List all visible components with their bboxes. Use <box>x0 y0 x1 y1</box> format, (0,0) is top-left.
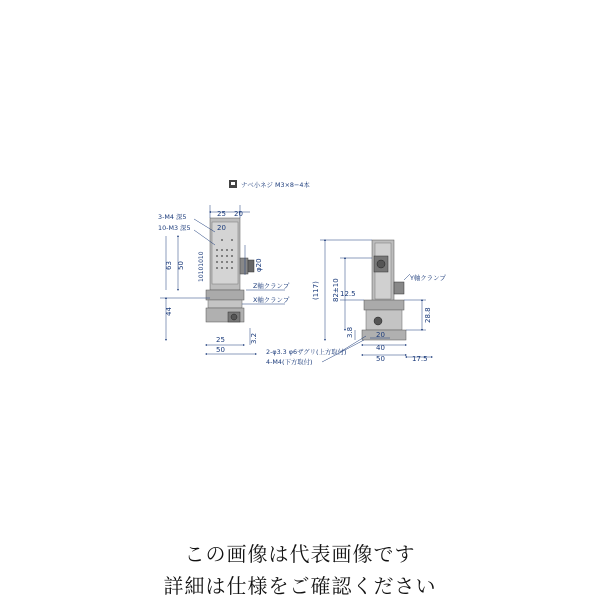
dim-phi20: φ20 <box>255 258 263 272</box>
dim-top-20: 20 <box>234 210 243 218</box>
dim-3-8: 3.8 <box>346 326 354 338</box>
label-10m3: 10-M3 深5 <box>158 224 191 232</box>
dim-63: 63 <box>165 261 173 270</box>
dim-3-2: 3.2 <box>250 332 258 344</box>
caption-line-1: この画像は代表画像です <box>184 542 416 566</box>
z-clamp-label: Z軸クランプ <box>253 282 290 290</box>
hole-note-2: 4-M4(下方取付) <box>266 358 313 366</box>
side-view-labels <box>266 273 446 366</box>
z-knob <box>240 258 248 274</box>
y-clamp-label: Y軸クランプ <box>410 274 446 282</box>
legend-text: ナベ小ネジ M3×8−4本 <box>241 181 310 189</box>
hole-note-1: 2-φ3.3 φ6ザグリ(上方取付) <box>266 348 347 356</box>
dim-bottom-25: 25 <box>216 336 225 344</box>
dim-vert-stack: 10101010 <box>198 251 205 282</box>
legend <box>229 180 310 189</box>
dim-20-inner: 20 <box>217 224 226 232</box>
y-knob <box>394 282 404 294</box>
z-knob-side <box>377 260 385 268</box>
label-3m4: 3-M4 深5 <box>158 213 187 221</box>
dim-side-40: 40 <box>376 344 385 352</box>
x-clamp-label: X軸クランプ <box>253 296 290 304</box>
caption-line-2: 詳細は仕様をご確認ください <box>163 574 437 598</box>
dim-44: 44 <box>165 307 173 316</box>
dim-12-5: 12.5 <box>340 290 356 298</box>
dim-17-5: 17.5 <box>412 355 428 363</box>
dim-top-25: 25 <box>217 210 226 218</box>
dim-117: (117) <box>312 281 320 300</box>
dim-side-20: 20 <box>376 331 385 339</box>
dim-bottom-50: 50 <box>216 346 225 354</box>
dim-28-8: 28.8 <box>424 307 432 323</box>
dim-82: 82±10 <box>332 278 340 302</box>
dim-50: 50 <box>177 261 185 270</box>
dim-side-50: 50 <box>376 355 385 363</box>
